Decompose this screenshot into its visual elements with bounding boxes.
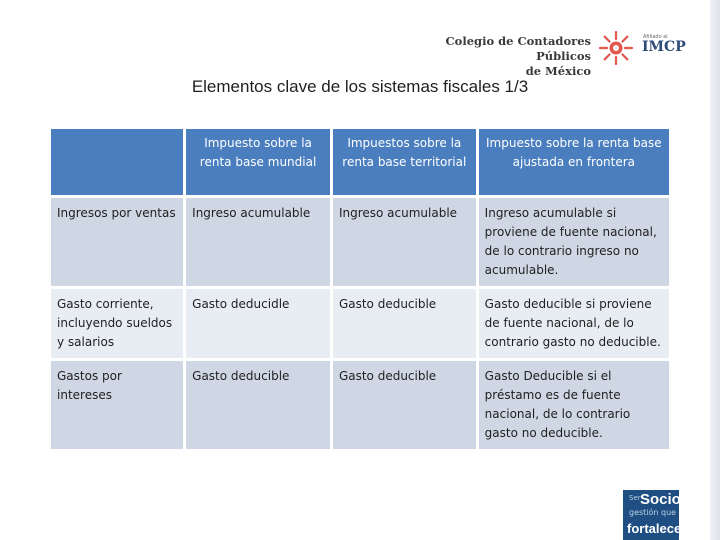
badge-small-1: Ser (629, 494, 641, 502)
slide-title: Elementos clave de los sistemas fiscales 1/3 (191, 77, 529, 96)
logo-line-2: de México (525, 64, 591, 78)
table-cell: Gasto deducible (333, 361, 476, 449)
header-cell-worldwide: Impuesto sobre la renta base mundial (186, 129, 330, 195)
table-cell: Ingreso acumulable si proviene de fuente nacional, de lo contrario ingreso no acumulable. (479, 198, 669, 286)
table-header-row (51, 129, 669, 195)
comparison-table (48, 126, 672, 452)
badge-word-2: fortalece (627, 521, 682, 536)
logo-line-1: Colegio de Contadores Públicos (445, 34, 591, 63)
table-row (51, 361, 669, 449)
table-cell: Gasto deducidle (186, 289, 330, 358)
table-cell: Ingreso acumulable (333, 198, 476, 286)
table-cell: Ingreso acumulable (186, 198, 330, 286)
socio-badge-logo (623, 490, 682, 540)
header-cell-territorial: Impuestos sobre la renta base territorial (333, 129, 476, 195)
table-cell: Gasto deducible (333, 289, 476, 358)
header-cell-blank (51, 129, 183, 195)
badge-word-1: Socio (640, 491, 681, 508)
table-row (51, 198, 669, 286)
table-cell: Gasto Deducible si el préstamo es de fuente nacional, de lo contrario gasto no deducible. (479, 361, 669, 449)
header-cell-border-adjusted: Impuesto sobre la renta base ajustada en frontera (479, 129, 669, 195)
row-label: Gastos por intereses (51, 361, 183, 449)
logo-affiliate: IMCP (642, 39, 686, 55)
table-cell: Gasto deducible (186, 361, 330, 449)
organization-logo (426, 30, 696, 78)
row-label: Ingresos por ventas (51, 198, 183, 286)
sun-emblem-icon (598, 30, 634, 66)
row-label: Gasto corriente, incluyendo sueldos y salarios (51, 289, 183, 358)
badge-small-2: gestión que (629, 508, 677, 517)
logo-affiliate-note: Afiliado al (643, 34, 668, 40)
table-cell: Gasto deducible si proviene de fuente nacional, de lo contrario gasto no deducible. (479, 289, 669, 358)
table-row (51, 289, 669, 358)
logo-name (426, 34, 591, 79)
